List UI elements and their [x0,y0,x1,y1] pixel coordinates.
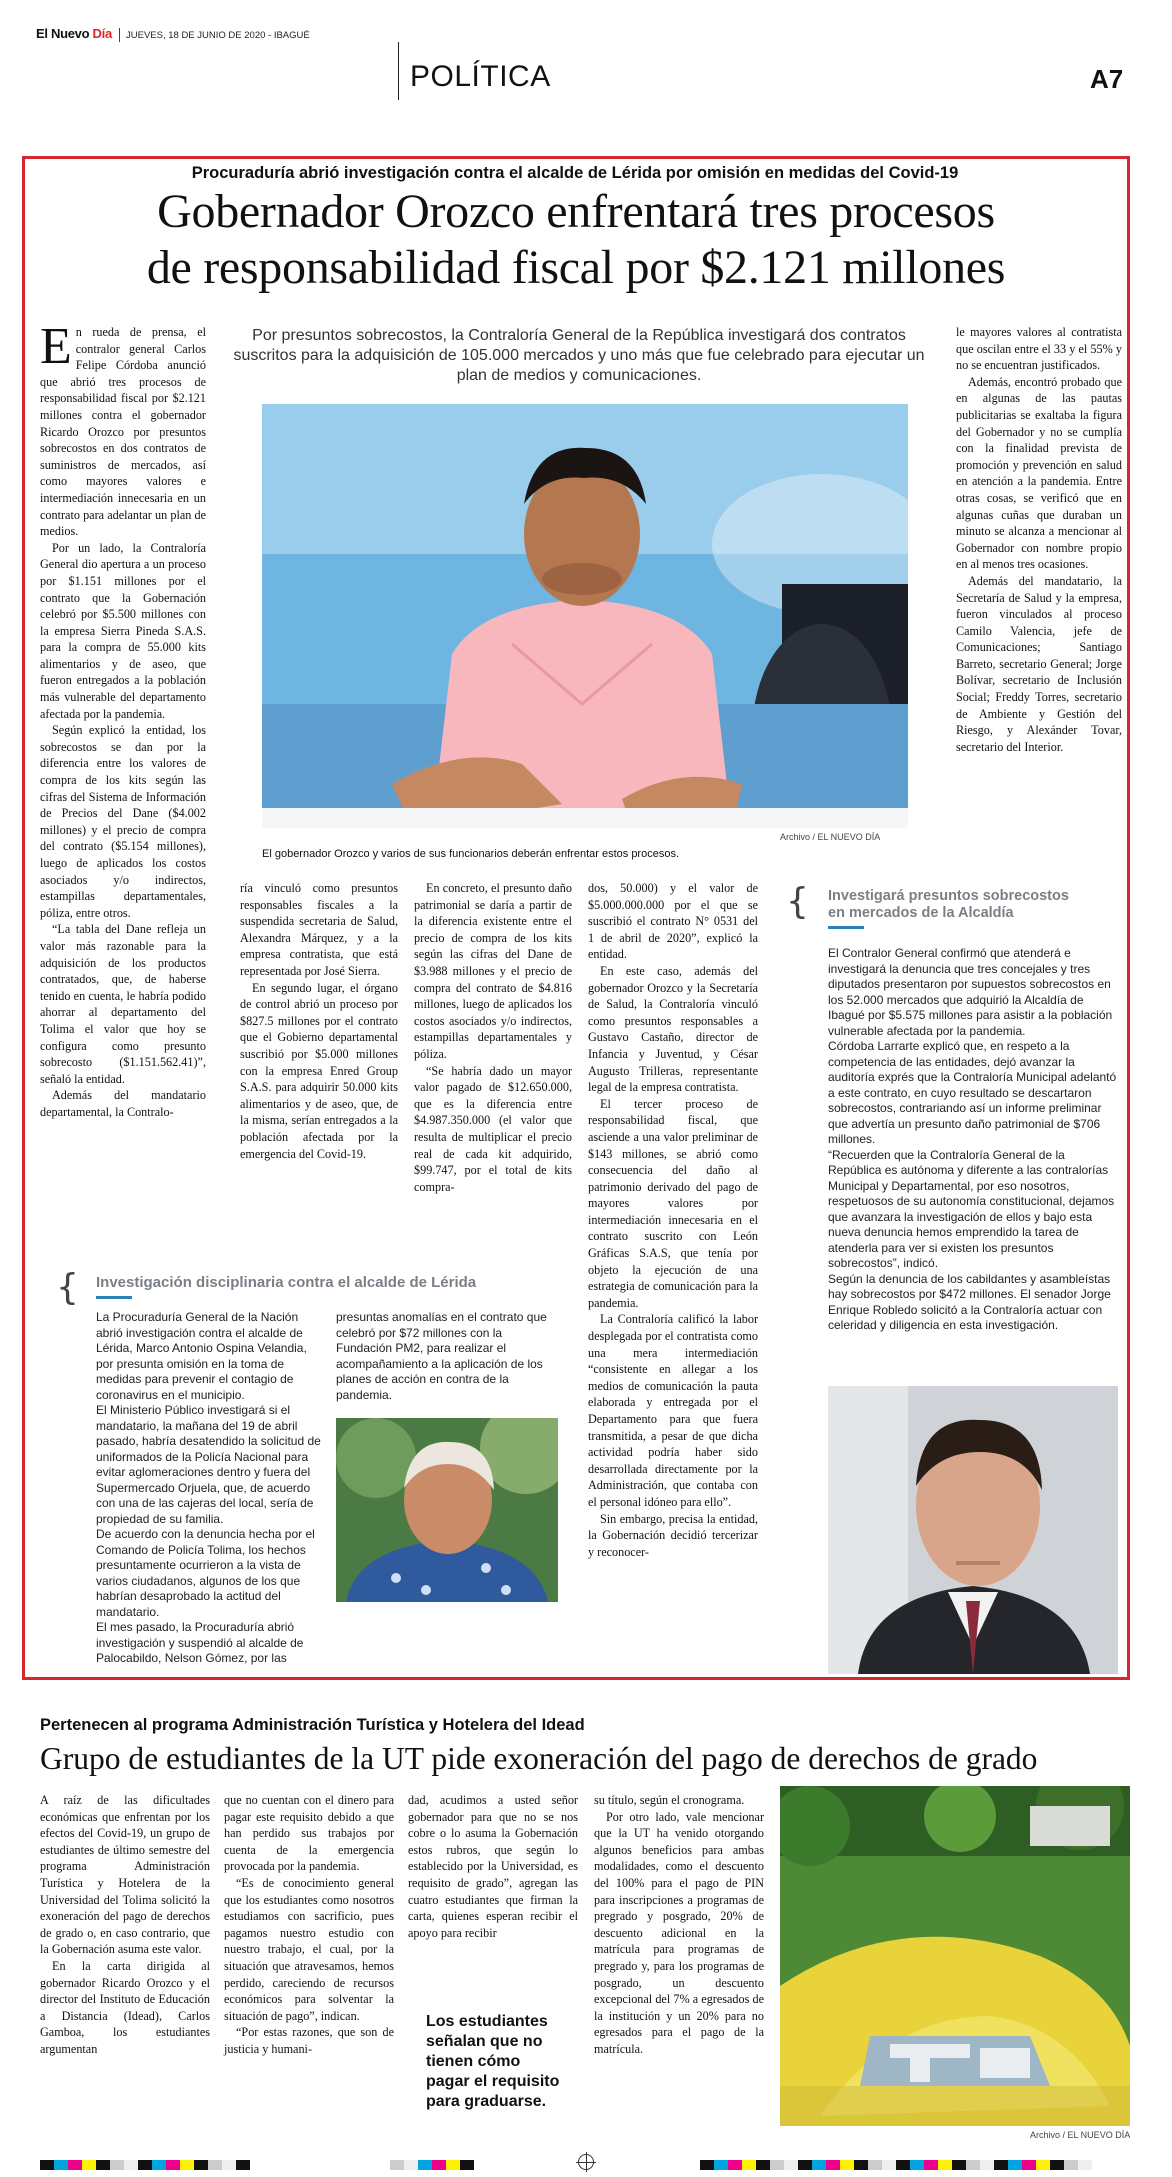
mayor-photo-illustration [336,1418,558,1602]
paragraph: Además del mandatario, la Secretaría de Salud y la empresa, fueron vinculados al proceso Camilo Valencia, jefe de Comunicaciones; Santiago Barreto, secretario General; Jorge Bolívar, secretario de Inclusión Social; Freddy Torres, secretario de Ambiente y Gestión del Riesgo, y Alexánder Tovar, secretario del Interior. [956,573,1122,754]
paragraph: Por otro lado, vale mencionar que la UT ha venido otorgando algunos beneficios para ambas modalidades, como el descuento del 100% para el pago de PIN para inscripciones a programas de pregrado y posgrado, 20% de descuento adicional en la matrícula para programas de pregrado y, para los programas de posgrado, un descuento excepcional del 7% a egresados de la institución y un 20% para no egresados para el pago de la matrícula. [594,1809,764,2056]
brace-icon: { [56,1267,79,1308]
paragraph: n rueda de prensa, el contralor general Carlos Felipe Córdoba anunció que abrió tres procesos de responsabilidad fiscal por $2.121 millones contra el gobernador Ricardo Orozco por presuntos sobrecostos en dos contratos de suministros de mercados, así como mayores valores e intermediación innecesaria en un contrato para adelantar un plan de medios. [40,325,206,539]
paragraph: Por un lado, la Contraloría General dio apertura a un proceso por $1.151 millones por el contrato que la Gobernación celebró por $5.500 millones con la empresa Sierra Pineda S.A.S. para la compra de 55.000 kits alimentarios y de aseo, que fueron entregados a la población más vulnerable del departamento afectada por la pandemia. [40,540,206,721]
registration-marks-center [390,2160,474,2170]
paragraph: “Recuerden que la Contraloría General de la República es autónoma y diferente a las contralorías Municipal y Departamental, por eso nosotros, respetuosos de su autonomía constitucional, dejamos que avanzara la investigación de ellos y bajo esta nueva denuncia hemos emprendido la tarea de atenderla para ver si existen los presuntos sobrecostos”, indicó. [828,1147,1115,1270]
paragraph: Además, encontró probado que en algunas de las pautas publicitarias se exaltaba la figura del Gobernador y no se cumplía con la finalidad prevista de promoción y prevención en salud en atención a la pandemia. Entre otras cosas, se verificó que en algunas cuñas que duraban un minuto se alcanza a mencionar al Gobernador con nombre propio en al menos tres ocasiones. [956,374,1122,572]
paragraph: En este caso, además del gobernador Orozco y la Secretaría de Salud, la Contraloría vinculó como presuntos responsables a Gustavo Castaño, director de Infancia y Juventud, y César Augusto Trilleras, representante legal de la empresa contratista. [588,963,758,1095]
box-alcaldia-title [828,888,1069,922]
paragraph: “Se habría dado un mayor valor pagado de $12.650.000, que es la diferencia entre $4.987.350.000 (el valor que resulta de multiplicar el precio real de cada kit adquirido, $99.747, por el total de kits compra- [414,1063,572,1194]
paragraph: La Procuraduría General de la Nación abrió investigación contra el alcalde de Lérida, Marco Antonio Ospina Velandia, por presunta omisión en la toma de medidas para prevenir el contagio de coronavirus en el municipio. [96,1310,307,1402]
paragraph: “La tabla del Dane refleja un valor más razonable para la adquisición de los productos contratados, que, de haberse tenido en cuenta, le habría podido ahorrar al departamento del Tolima el valor que hoy se configura como presunto sobrecosto ($1.151.562.41)”, señaló la entidad. [40,922,206,1086]
article2-headline: Grupo de estudiantes de la UT pide exoneración del pago de derechos de grado [40,1741,1038,1776]
crosshair-icon [578,2154,594,2170]
article1-column-4 [588,880,758,1560]
campus-photo [780,1786,1130,2126]
paragraph: dad, acudimos a usted señor gobernador para que no se nos cobre o lo asuma la Gobernación estos rubros, que según lo establecido por la Universidad, es requisito de grado”, agregan las cuatro estudiantes que firman la carta, quienes esperan recibir el apoyo para recibir [408,1793,578,1940]
article1-column-3 [414,880,572,1195]
paragraph: El Contralor General confirmó que atenderá e investigará la denuncia que tres concejales y tres diputados presentaron por supuestos sobrecostos en los 52.000 mercados que adquirió la Alcaldía de Ibagué por $5.575 millones para asistir a la población vulnerable afectada por la pandemia. [828,946,1113,1038]
article2-column-3 [408,1792,578,1941]
article2-kicker: Pertenecen al programa Administración Turística y Hotelera del Idead [40,1716,585,1734]
paragraph: En la carta dirigida al gobernador Ricardo Orozco y el director del Instituto de Educación a Distancia (Idead), Carlos Gamboa, los estudiantes argumentan [40,1958,210,2056]
logo-el: El [36,26,48,41]
paragraph: Según explicó la entidad, los sobrecostos se dan por la diferencia entre los valores de compra de los kits según las cifras del Sistema de Información de Precios del Dane ($4.002 millones) y el precio de compra del contrato ($5.154 millones), luego de aplicados los costos asociados y/o indirectos, estampillas departamentales, póliza, entre otros. [40,723,206,920]
article2-column-2 [224,1792,394,2058]
section-title: POLÍTICA [410,60,551,93]
box-alcaldia-body [828,946,1120,1334]
paragraph: Córdoba Larrarte explicó que, en respeto a la competencia de las entidades, dejó avanzar la auditoría exprés que la Contraloría Municipal adelantó a este contrato, en cuyo resultado se descartaron sobrecostos, contrariando así un informe preliminar que advertía un presunto daño patrimonial de $706 millones. [828,1039,1117,1146]
article1-column-1 [40,318,206,1121]
box-alcaldia-title-line-1: Investigará presuntos sobrecostos [828,888,1069,904]
section-divider [398,42,399,100]
paragraph: que no cuentan con el dinero para pagar este requisito debido a que han perdido sus trabajos por cuenta de la emergencia provocada por la pandemia. [224,1793,394,1874]
box-lerida-rule [96,1296,132,1299]
photo-caption: El gobernador Orozco y varios de sus funcionarios deberán enfrentar estos procesos. [262,848,680,860]
article1-headline [30,184,1122,296]
paragraph: A raíz de las dificultades económicas que enfrentan por los efectos del Covid-19, un grupo de estudiantes de último semestre del programa Administración Turística y Hotelera de la Universidad del Tolima solicitó la exoneración del pago de derechos de grado o, en caso contrario, que la Gobernación asuma este valor. [40,1793,210,1957]
logo-dia: Día [92,26,112,41]
article1-kicker: Procuraduría abrió investigación contra el alcalde de Lérida por omisión en medidas del Covid-19 [191,164,959,182]
registration-marks-left [40,2160,250,2170]
paragraph: “Por estas razones, que son de justicia y humani- [224,2025,394,2056]
box-lerida-title: Investigación disciplinaria contra el alcalde de Lérida [96,1274,477,1291]
photo-credit: Archivo / EL NUEVO DÍA [780,832,881,842]
paragraph: le mayores valores al contratista que oscilan entre el 33 y el 55% y no se encuentran justificados. [956,325,1122,373]
headline-line-1: Gobernador Orozco enfrentará tres procesos [157,185,995,238]
paragraph: ría vinculó como presuntos responsables fiscales a la suspendida secretaria de Salud, Alexandra Márquez, y a la empresa contratista, que está representada por José Sierra. [240,881,398,978]
paragraph: En concreto, el presunto daño patrimonial se daría a partir de la diferencia existente entre el precio de compra de los kits según las cifras del Dane de $3.988 millones y el precio de compra del contrato de $4.816 millones, luego de aplicados los costos asociados y/o indirectos, estampillas departamentales y póliza. [414,881,572,1061]
registration-marks-right [700,2160,1092,2170]
date-line: JUEVES, 18 DE JUNIO DE 2020 - IBAGUÉ [126,30,310,41]
paragraph: su título, según el cronograma. [594,1793,745,1807]
page-number: A7 [1090,64,1124,94]
header-divider [119,28,120,42]
paragraph: El mes pasado, la Procuraduría abrió investigación y suspendió al alcalde de Palocabildo, Nelson Gómez, por las [96,1620,304,1665]
paragraph: En segundo lugar, el órgano de control abrió un proceso por $827.5 millones por el contrato que el Gobierno departamental suscribió por $5.000 millones con la empresa Enred Group S.A.S. para adquirir 50.000 kits alimentarios y de aseo, que, de la misma, serían entregados a la población afectada por la emergencia del Covid-19. [240,980,398,1161]
box-lerida-left [96,1310,322,1667]
paragraph: Según la denuncia de los cabildantes y asambleístas hay sobrecostos por $472 millones. El senador Jorge Enrique Robledo solicitó a la Contraloría actuar con celeridad y diligencia en esta investigación. [828,1271,1111,1332]
campus-photo-illustration [780,1786,1130,2126]
box-lerida-right: presuntas anomalías en el contrato que celebró por $72 millones con la Fundación PM2, para realizar el acompañamiento a la aplicación de los planes de acción en contra de la pandemia. [336,1310,547,1402]
paragraph: “Es de conocimiento general que los estudiantes como nosotros estudiamos con sacrificio, pues pagamos nuestro estudio con nuestro trabajo, el cual, por la situación que atravesamos, hemos perdido, careciendo de recursos económicos para solventar la situación de pago”, indican. [224,1875,394,2023]
dropcap: E [40,318,72,375]
article1-summary: Por presuntos sobrecostos, la Contraloría General de la República investigará dos contratos suscritos para la adquisición de 105.000 mercados y uno más que fue celebrado para ejecutar un plan de medios y comunicaciones. [233,327,925,384]
paragraph: Sin embargo, precisa la entidad, la Gobernación decidió tercerizar y reconocer- [588,1511,758,1559]
article1-column-2 [240,880,398,1162]
campus-photo-credit: Archivo / EL NUEVO DÍA [1030,2130,1131,2140]
article1-column-5 [956,324,1122,755]
paragraph: dos, 50.000) y el valor de $5.000.000.000 por el que se suscribió el contrato N° 0531 del 1 de abril de 2020”, explicó la entidad. [588,881,758,962]
comptroller-photo [828,1386,1118,1674]
box-alcaldia-title-line-2: en mercados de la Alcaldía [828,905,1014,921]
mayor-photo [336,1418,558,1602]
box-alcaldia-rule [828,926,864,929]
paragraph: El Ministerio Público investigará si el mandatario, la mañana del 19 de abril pasado, habría desatendido la solicitud de uniformados de la Policía Nacional para evitar aglomeraciones dentro y fuera del Supermercado Orjuela, que, de acuerdo con una de las cajeras del local, sería de propiedad de su familia. [96,1403,321,1526]
masthead-logo [36,26,112,41]
comptroller-photo-illustration [828,1386,1118,1674]
paragraph: La Contraloría calificó la labor desplegada por el contratista como una mera intermediación “consistente en allegar a los medios de comunicación la pauta elaborada y entregada por el Departamento para que fuera transmitida, a pesar de que dicha actividad podría haber sido desarrollada directamente por la Administración, que contaba con el personal idóneo para ello”. [588,1312,758,1509]
brace-icon: { [786,881,809,922]
logo-nuevo: Nuevo [51,26,90,41]
paragraph: El tercer proceso de responsabilidad fiscal, que asciende a una valor preliminar de $143 millones, se abrió como consecuencia del daño al patrimonio derivado del pago de mayores valores por intermediación innecesaria en el contrato suscrito con León Gráficas S.A.S, que tenía por objeto la ejecución de una estrategia de comunicación para la pandemia. [588,1096,758,1310]
governor-photo [262,404,908,828]
governor-photo-illustration [262,404,908,828]
article2-column-4 [594,1792,764,2058]
article2-column-1 [40,1792,210,2058]
headline-line-2: de responsabilidad fiscal por $2.121 millones [146,241,1006,294]
paragraph: Además del mandatario departamental, la Contralo- [40,1088,206,1119]
pullquote: Los estudiantes señalan que no tienen cómo pagar el requisito para graduarse. [426,2013,560,2110]
paragraph: De acuerdo con la denuncia hecha por el Comando de Policía Tolima, los hechos presuntamente ocurrieron a la vista de varios ciudadanos, algunos de los que habrían desaprobado la actitud del mandatario. [96,1527,315,1619]
